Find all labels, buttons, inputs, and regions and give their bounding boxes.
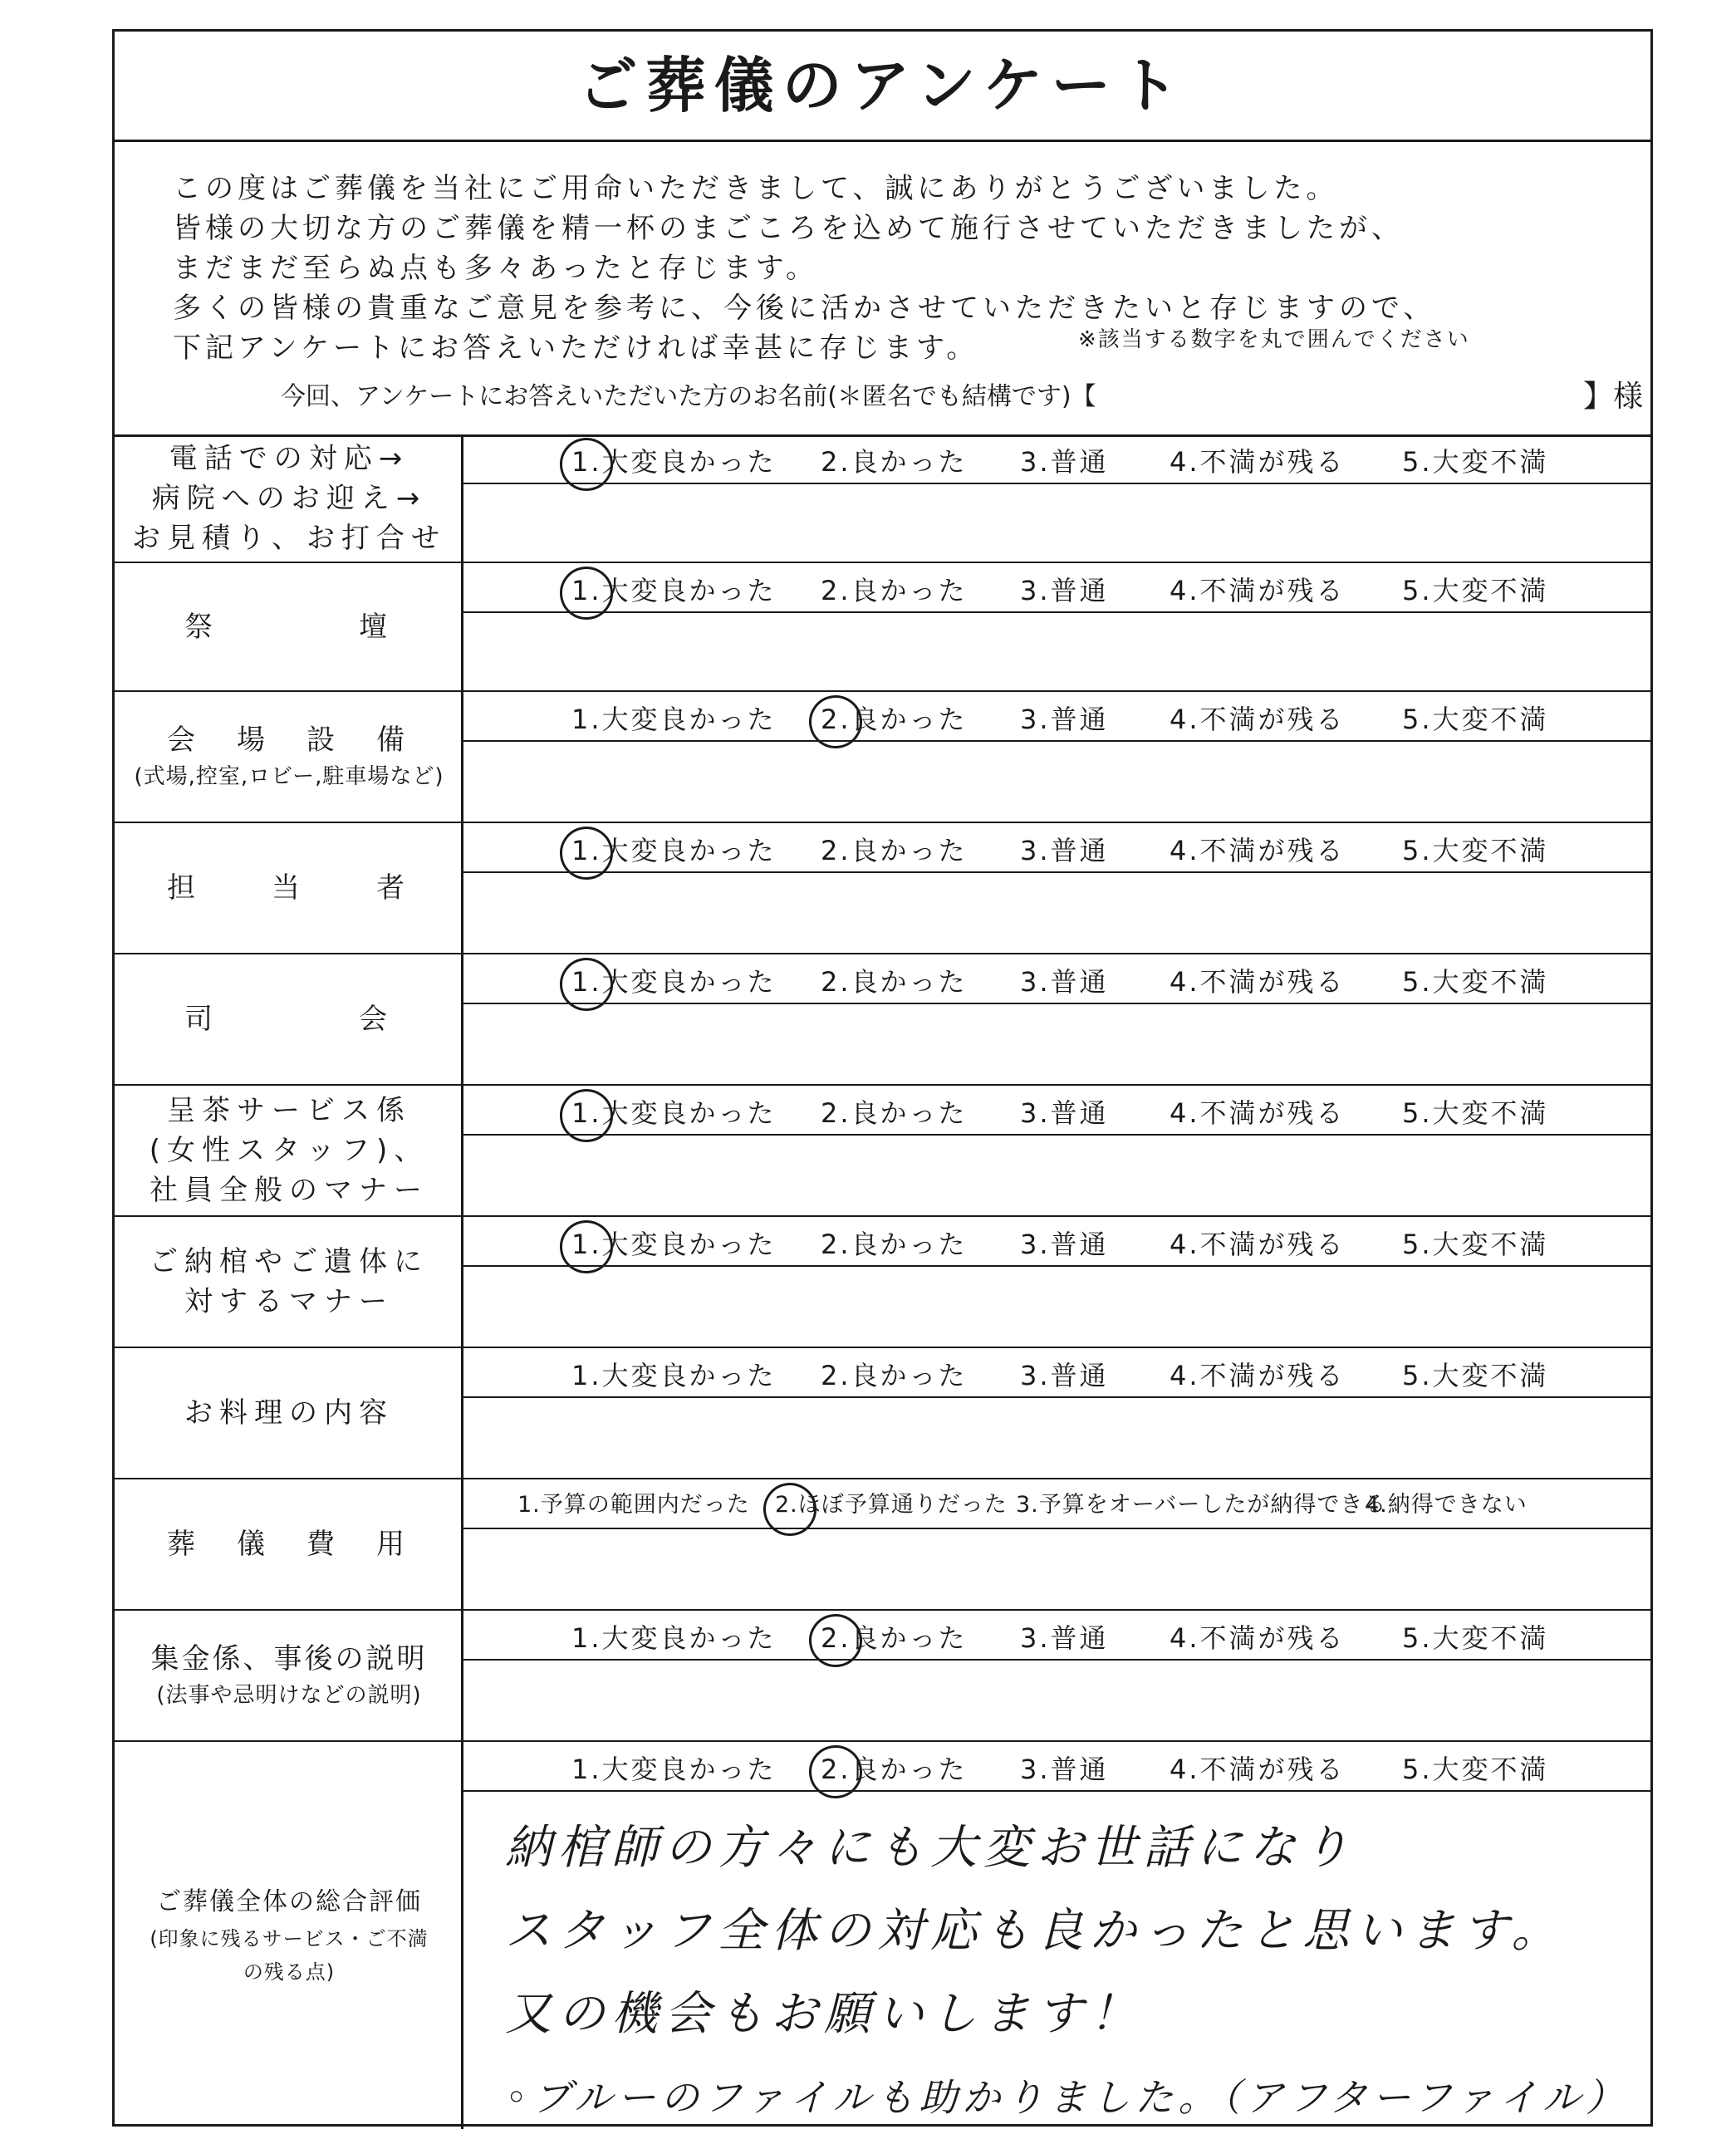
selection-circle	[556, 954, 617, 1015]
selection-circle	[556, 562, 617, 624]
label-line: 集金係、事後の説明	[150, 1642, 428, 1675]
instruction-note: ※該当する数字を丸で囲んでください	[1078, 327, 1470, 352]
option-5[interactable]: 5.大変不満	[1402, 1754, 1549, 1785]
rating-row-collection	[115, 1611, 1650, 1742]
option-1[interactable]: 1.大変良かった	[571, 704, 777, 735]
option-2[interactable]: 2.良かった	[821, 1360, 968, 1391]
option-3[interactable]: 3.普通	[1020, 1622, 1109, 1654]
row-label	[115, 1086, 463, 1215]
option-5[interactable]: 5.大変不満	[1402, 446, 1549, 478]
row-label	[115, 1348, 463, 1478]
option-1[interactable]: 1.大変良かった	[571, 1224, 777, 1262]
row-label	[115, 823, 463, 953]
rating-row-tea-service	[115, 1086, 1650, 1217]
label-line: ご納棺やご遺体に	[150, 1245, 429, 1278]
option-1[interactable]: 1.大変良かった	[571, 961, 777, 999]
cost-option-4[interactable]: 4.納得できない	[1365, 1492, 1528, 1518]
option-1[interactable]: 1.大変良かった	[571, 1622, 777, 1654]
selection-circle	[759, 1479, 821, 1540]
option-2[interactable]: 2.良かった	[821, 1749, 968, 1787]
comment-line: ◦ブルーのファイルも助かりました。（アフターファイル）	[505, 2075, 1629, 2120]
name-label: 今回、アンケートにお答えいただいた方のお名前(＊匿名でも結構です)【	[281, 382, 1096, 411]
rating-options	[463, 823, 1650, 873]
row-label	[115, 1217, 463, 1347]
label-sub: (式場,控室,ロビー,駐車場など)	[134, 764, 444, 789]
label-line: 司 会	[184, 1003, 394, 1036]
label-line: 呈茶サービス係	[167, 1094, 411, 1127]
option-5[interactable]: 5.大変不満	[1402, 704, 1549, 735]
option-3[interactable]: 3.普通	[1020, 1097, 1109, 1129]
survey-form	[112, 29, 1653, 2127]
option-3[interactable]: 3.普通	[1020, 1229, 1109, 1260]
cost-option-3[interactable]: 3.予算をオーバーしたが納得できる	[1016, 1492, 1387, 1518]
row-label	[115, 954, 463, 1084]
option-4[interactable]: 4.不満が残る	[1170, 1754, 1346, 1785]
option-3[interactable]: 3.普通	[1020, 704, 1109, 735]
label-line: 祭 壇	[184, 610, 394, 644]
rating-options	[463, 434, 1650, 484]
rating-row-mc	[115, 954, 1650, 1086]
rating-row-altar	[115, 563, 1650, 692]
option-1[interactable]: 1.大変良かった	[571, 441, 777, 479]
rating-row-overall	[115, 1742, 1650, 2129]
option-4[interactable]: 4.不満が残る	[1170, 1622, 1346, 1654]
rating-row-food	[115, 1348, 1650, 1479]
label-line: 葬 儀 費 用	[167, 1528, 411, 1561]
option-1[interactable]: 1.大変良かった	[571, 570, 777, 608]
label-line: お料理の内容	[184, 1396, 394, 1430]
rating-options	[463, 563, 1650, 613]
rating-options	[463, 692, 1650, 742]
option-1[interactable]: 1.大変良かった	[571, 1360, 777, 1391]
selection-circle	[556, 1216, 617, 1278]
option-5[interactable]: 5.大変不満	[1402, 966, 1549, 998]
form-title: ご葬儀のアンケート	[115, 32, 1650, 142]
option-3[interactable]: 3.普通	[1020, 966, 1109, 998]
label-line: 電話での対応→	[169, 441, 409, 475]
option-4[interactable]: 4.不満が残る	[1170, 835, 1346, 866]
option-3[interactable]: 3.普通	[1020, 1754, 1109, 1785]
intro-line: 皆様の大切な方のご葬儀を精一杯のまごころを込めて施行させていただきましたが、	[173, 212, 1404, 245]
label-sub: (法事や忌明けなどの説明)	[156, 1683, 422, 1708]
row-label	[115, 434, 463, 562]
option-5[interactable]: 5.大変不満	[1402, 1229, 1549, 1260]
selection-circle	[805, 691, 866, 753]
option-5[interactable]: 5.大変不満	[1402, 1097, 1549, 1129]
row-label	[115, 1479, 463, 1609]
label-line: 社員全般のマナー	[150, 1174, 429, 1207]
rating-options	[463, 1611, 1650, 1661]
handwritten-comment[interactable]	[463, 1790, 1650, 2129]
label-line: お見積り、お打合せ	[132, 521, 446, 555]
option-2[interactable]: 2.良かった	[821, 699, 968, 737]
option-4[interactable]: 4.不満が残る	[1170, 1097, 1346, 1129]
comment-line: 又の機会もお願いします！	[505, 1987, 1143, 2041]
option-4[interactable]: 4.不満が残る	[1170, 1360, 1346, 1391]
option-3[interactable]: 3.普通	[1020, 1360, 1109, 1391]
rating-row-phone	[115, 434, 1650, 563]
cost-options	[463, 1479, 1650, 1529]
option-2[interactable]: 2.良かった	[821, 1229, 968, 1260]
comment-line: スタッフ全体の対応も良かったと思います。	[505, 1904, 1565, 1958]
option-4[interactable]: 4.不満が残る	[1170, 446, 1346, 478]
option-1[interactable]: 1.大変良かった	[571, 1092, 777, 1131]
option-5[interactable]: 5.大変不満	[1402, 575, 1549, 606]
option-2[interactable]: 2.良かった	[821, 1097, 968, 1129]
label-sub: (印象に残るサービス・ご不満の残る点)	[150, 1927, 429, 1984]
row-label	[115, 1742, 463, 2129]
option-4[interactable]: 4.不満が残る	[1170, 575, 1346, 606]
rating-options	[463, 1217, 1650, 1267]
option-2[interactable]: 2.良かった	[821, 575, 968, 606]
option-2[interactable]: 2.良かった	[821, 446, 968, 478]
row-label	[115, 563, 463, 690]
intro-line: 下記アンケートにお答えいただければ幸甚に存じます。	[173, 331, 979, 365]
label-line: 担 当 者	[167, 871, 411, 905]
respondent-name-row	[281, 372, 1643, 422]
option-5[interactable]: 5.大変不満	[1402, 1360, 1549, 1391]
selection-circle	[805, 1610, 866, 1671]
label-line: 対するマナー	[184, 1285, 394, 1318]
intro-line: この度はご葬儀を当社にご用命いただきまして、誠にありがとうございました。	[173, 172, 1339, 205]
option-5[interactable]: 5.大変不満	[1402, 1622, 1549, 1654]
option-2[interactable]: 2.良かった	[821, 835, 968, 866]
option-4[interactable]: 4.不満が残る	[1170, 966, 1346, 998]
option-2[interactable]: 2.良かった	[821, 966, 968, 998]
selection-circle	[556, 822, 617, 884]
option-4[interactable]: 4.不満が残る	[1170, 704, 1346, 735]
cost-option-1[interactable]: 1.予算の範囲内だった	[517, 1492, 750, 1518]
rating-row-venue	[115, 692, 1650, 823]
rating-options	[463, 1348, 1650, 1398]
rating-row-staff	[115, 823, 1650, 954]
option-3[interactable]: 3.普通	[1020, 835, 1109, 866]
option-3[interactable]: 3.普通	[1020, 575, 1109, 606]
option-2[interactable]: 2.良かった	[821, 1617, 968, 1656]
label-line: (女性スタッフ)、	[149, 1134, 429, 1167]
rating-row-cost	[115, 1479, 1650, 1611]
row-label	[115, 1611, 463, 1740]
comment-line: 納棺師の方々にも大変お世話になり	[505, 1821, 1356, 1875]
rating-row-encoffining	[115, 1217, 1650, 1348]
selection-circle	[556, 434, 617, 495]
option-5[interactable]: 5.大変不満	[1402, 835, 1549, 866]
label-line: 病院へのお迎え→	[151, 481, 427, 515]
row-label	[115, 692, 463, 822]
selection-circle	[556, 1085, 617, 1146]
option-4[interactable]: 4.不満が残る	[1170, 1229, 1346, 1260]
rating-options	[463, 1086, 1650, 1136]
name-suffix: 】様	[1582, 380, 1643, 414]
intro-line: まだまだ至らぬ点も多々あったと存じます。	[173, 252, 818, 285]
intro-line: 多くの皆様の貴重なご意見を参考に、今後に活かさせていただきたいと存じますので、	[173, 292, 1436, 325]
option-1[interactable]: 1.大変良かった	[571, 830, 777, 868]
option-1[interactable]: 1.大変良かった	[571, 1754, 777, 1785]
cost-option-2[interactable]: 2.ほぼ予算通りだった	[775, 1486, 1008, 1518]
rating-options	[463, 1742, 1650, 1792]
option-3[interactable]: 3.普通	[1020, 446, 1109, 478]
rating-options	[463, 954, 1650, 1004]
label-line: ご葬儀全体の総合評価	[156, 1887, 422, 1916]
label-line: 会 場 設 備	[167, 724, 411, 757]
